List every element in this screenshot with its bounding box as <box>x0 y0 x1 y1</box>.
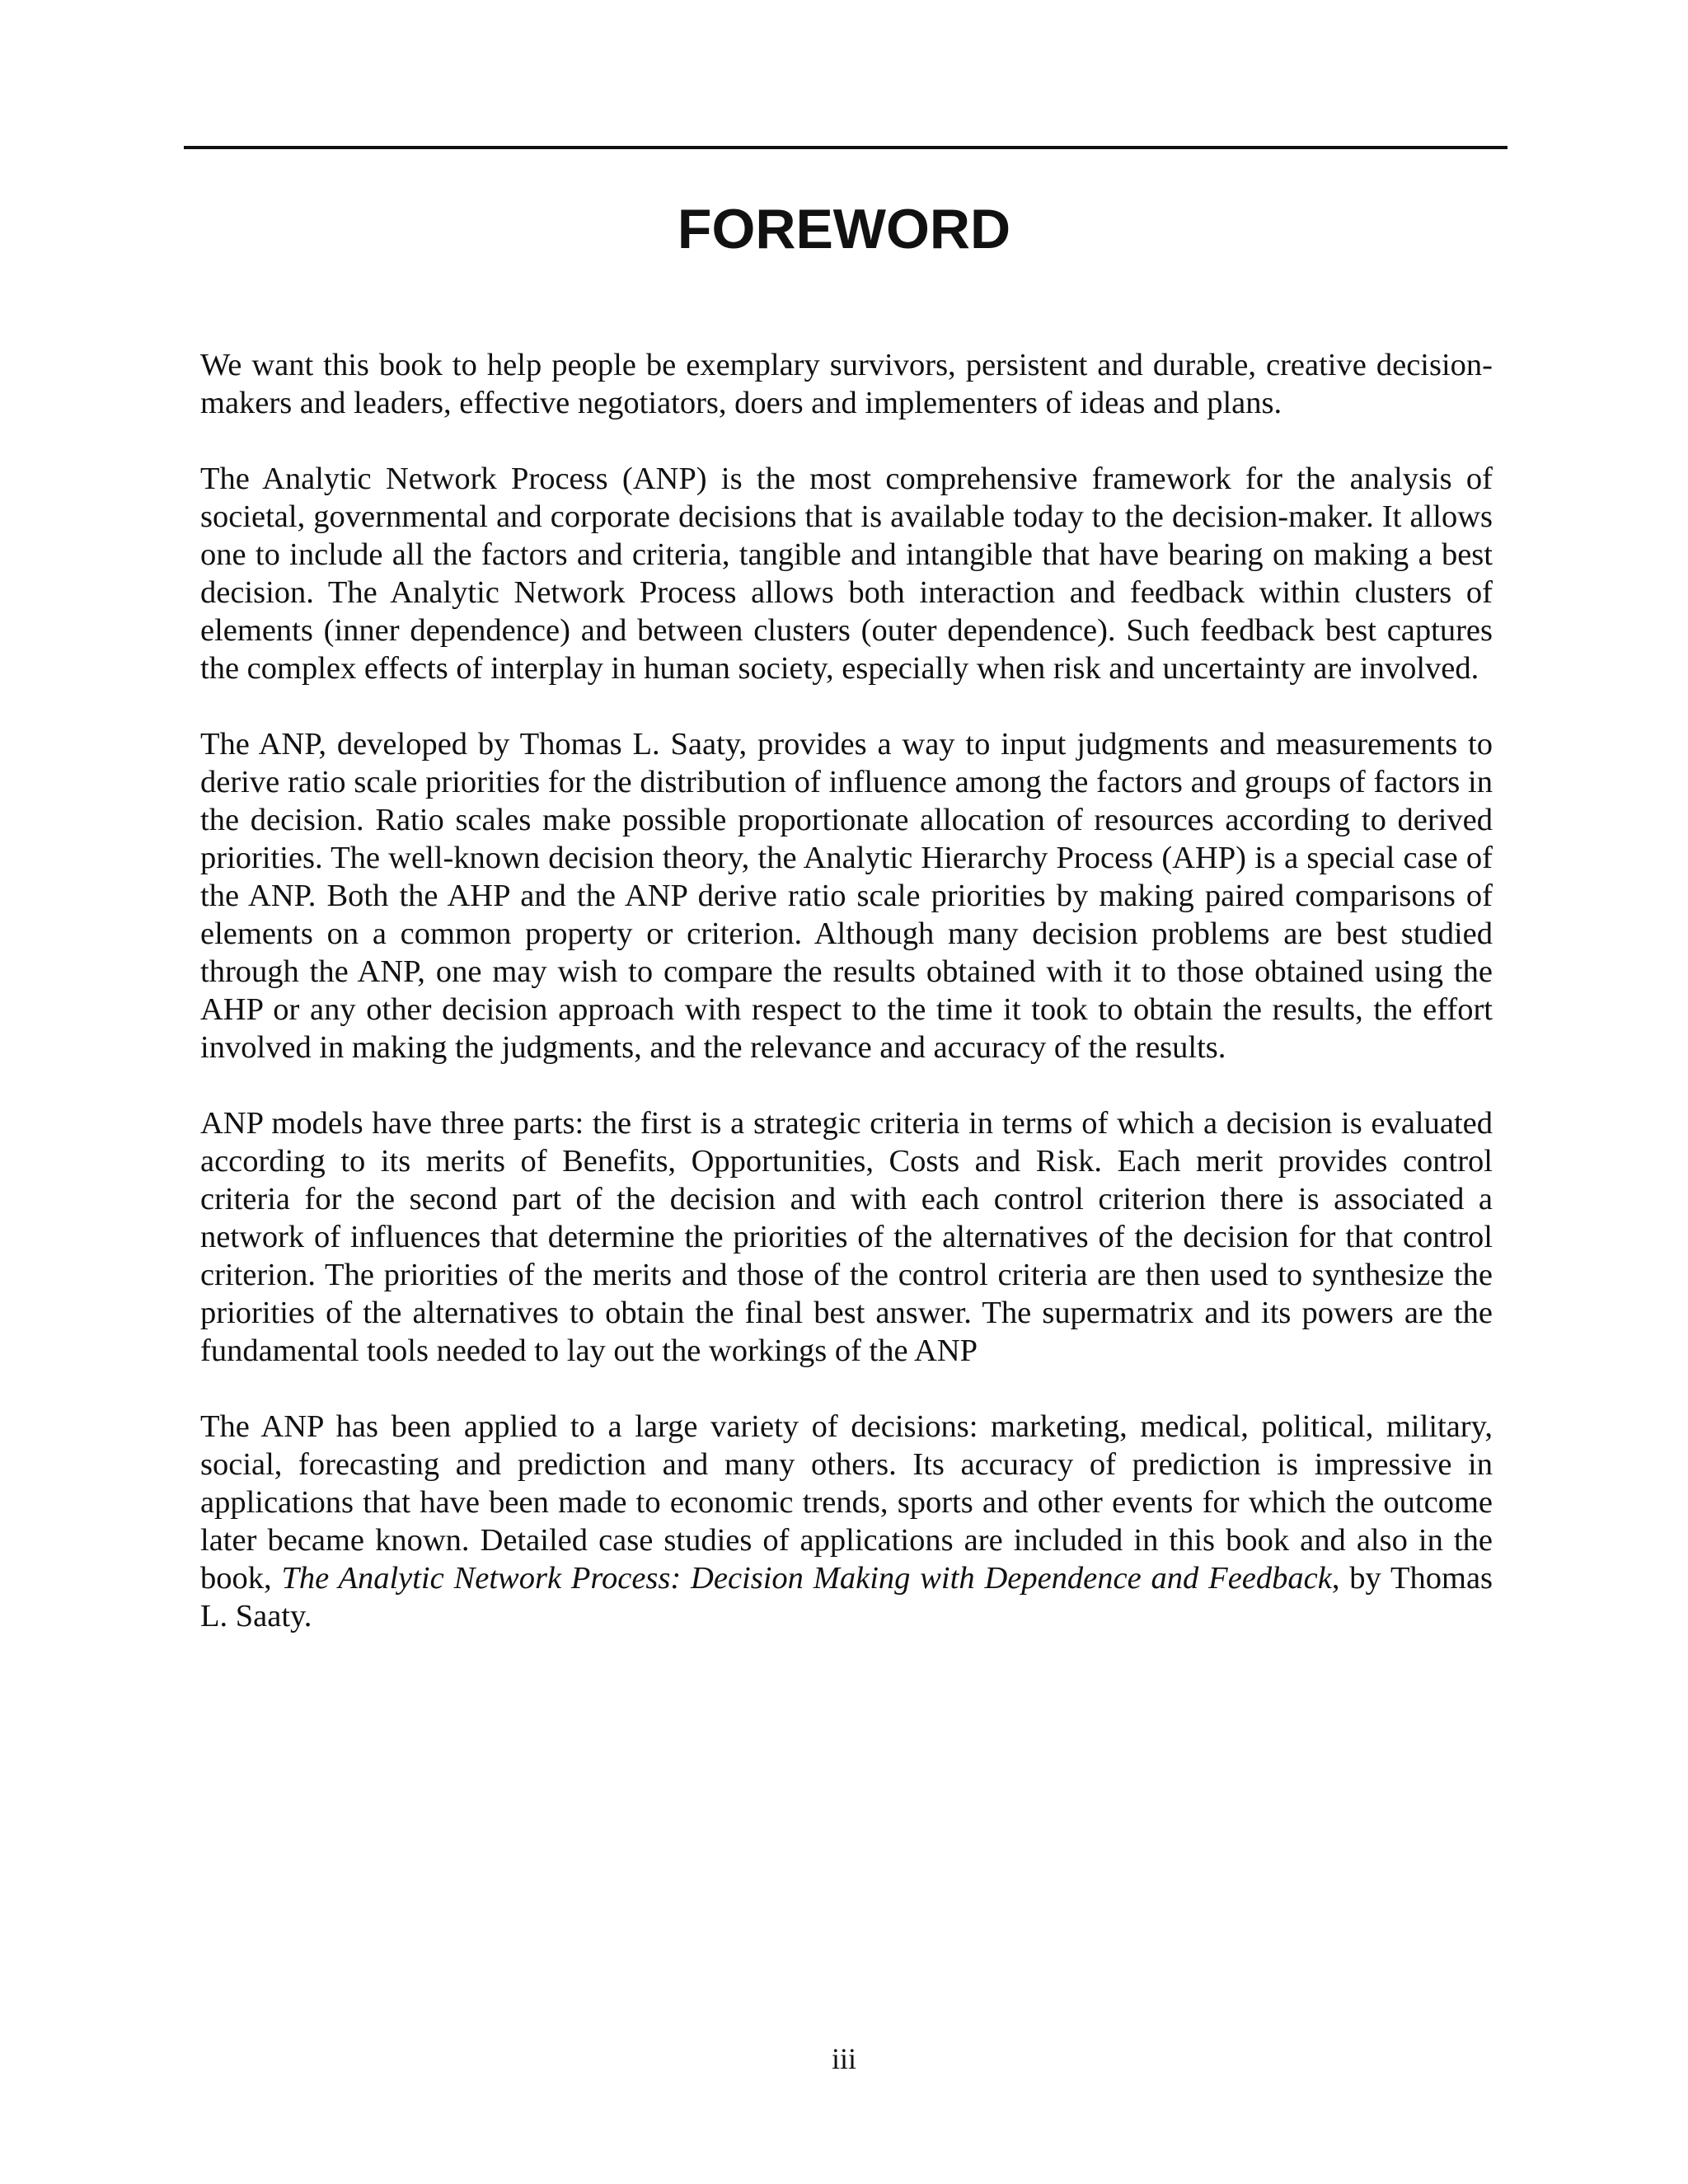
paragraph-5 <box>200 1408 1493 1635</box>
paragraph-2: The Analytic Network Process (ANP) is the most comprehensive framework for the analysis of societal, governmental and corporate decisions that is available today to the decision-maker. It allows one to include all the factors and criteria, tangible and intangible that have bearing on making a best decision. The Analytic Network Process allows both interaction and feedback within clusters of elements (inner dependence) and between clusters (outer dependence). Such feedback best captures the complex effects of interplay in human society, especially when risk and uncertainty are involved. <box>200 462 1493 686</box>
paragraph-1: We want this book to help people be exemplary survivors, persistent and durable, creative decision-makers and leaders, effective negotiators, doers and implementers of ideas and plans. <box>200 348 1493 420</box>
paragraph-5-text-after: , by Thomas L. Saaty. <box>200 1561 1493 1633</box>
paragraph-3: The ANP, developed by Thomas L. Saaty, provides a way to input judgments and measurements to derive ratio scale priorities for the distribution of influence among the factors and groups of factors in the decision. Ratio scales make possible proportionate allocation of resources according to derived priorities. The well-known decision theory, the Analytic Hierarchy Process (AHP) is a special case of the ANP. Both the AHP and the ANP derive ratio scale priorities by making paired comparisons of elements on a common property or criterion. Although many decision problems are best studied through the ANP, one may wish to compare the results obtained with it to those obtained using the AHP or any other decision approach with respect to the time it took to obtain the results, the effort involved in making the judgments, and the relevance and accuracy of the results. <box>200 727 1493 1065</box>
foreword-body <box>200 346 1493 1635</box>
page-title: FOREWORD <box>677 198 1011 260</box>
paragraph-5-text-before: The ANP has been applied to a large variety of decisions: marketing, medical, political, military, social, forecasting and prediction and many others. Its accuracy of prediction is impressive in applications that have been made to economic trends, sports and other events for which the outcome later became known. Detailed case studies of applications are included in this book and also in the book, <box>200 1409 1493 1596</box>
page-number: iii <box>831 2042 856 2075</box>
paragraph-4: ANP models have three parts: the first is a strategic criteria in terms of which a decision is evaluated according to its merits of Benefits, Opportunities, Costs and Risk. Each merit provides control criteria for the second part of the decision and with each control criterion there is associated a network of influences that determine the priorities of the alternatives of the decision for that control criterion. The priorities of the merits and those of the control criteria are then used to synthesize the priorities of the alternatives to obtain the final best answer. The supermatrix and its powers are the fundamental tools needed to lay out the workings of the ANP <box>200 1106 1493 1368</box>
top-horizontal-rule <box>184 146 1507 149</box>
book-title-italic: The Analytic Network Process: Decision Making with Dependence and Feedback <box>281 1561 1332 1596</box>
